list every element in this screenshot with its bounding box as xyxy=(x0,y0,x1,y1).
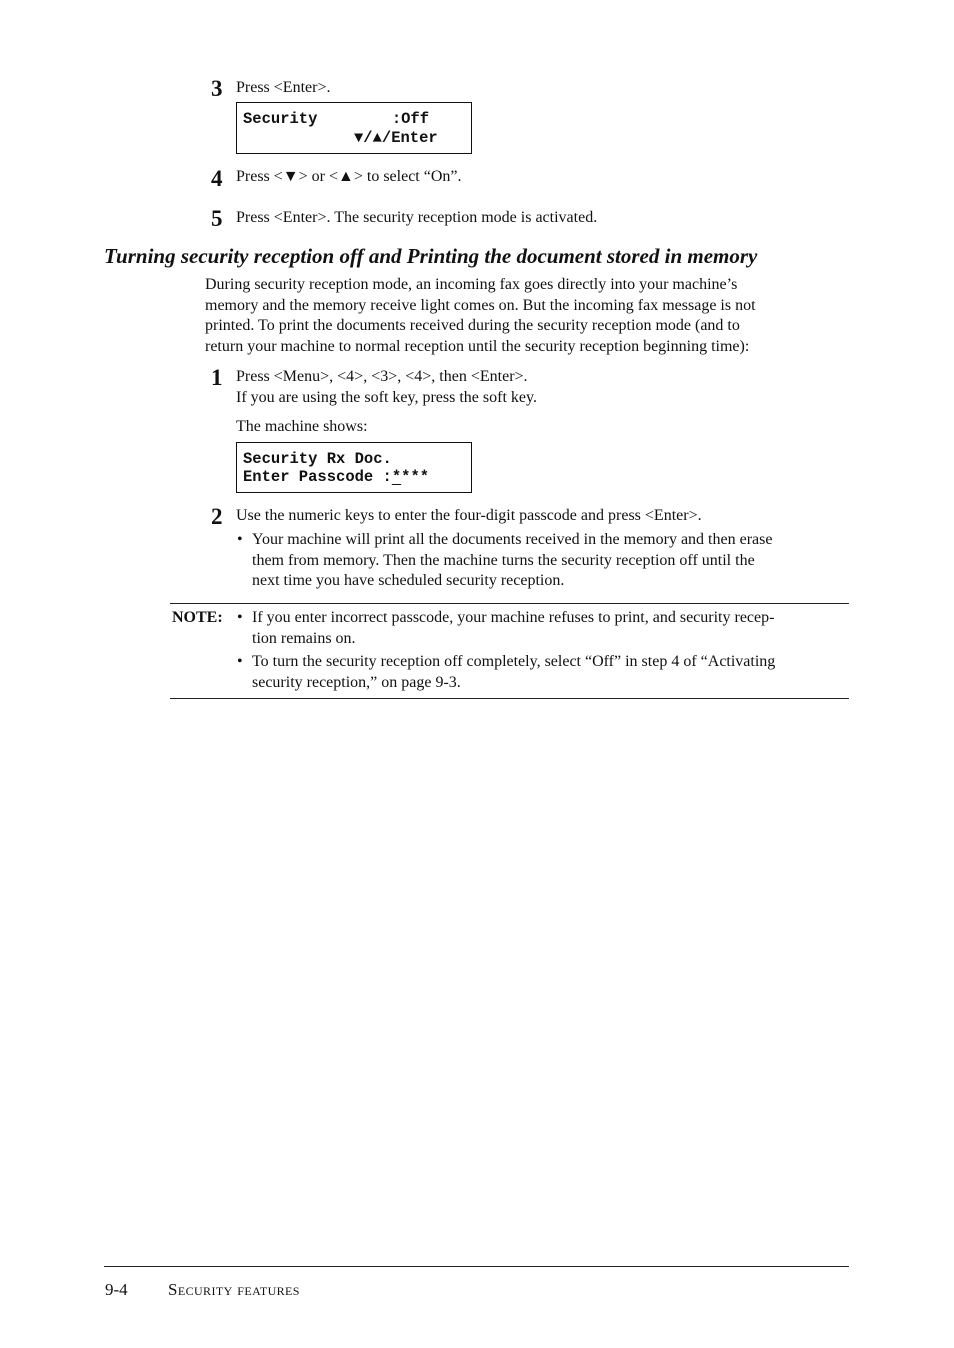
step-text xyxy=(236,367,537,408)
intro-line: return your machine to normal reception until the security reception beginning time): xyxy=(205,337,750,355)
lcd-masked-code: *** xyxy=(401,468,430,486)
intro-line: During security reception mode, an incoming fax goes directly into your machine’s xyxy=(205,276,738,293)
step-number: 4 xyxy=(211,166,223,191)
lcd-display xyxy=(236,442,472,493)
bullet-icon: • xyxy=(237,609,243,626)
note-label: NOTE: xyxy=(172,609,223,626)
step-text: Press <Enter>. The security reception mode is activated. xyxy=(236,209,598,226)
note-line: If you enter incorrect passcode, your machine refuses to print, and security recep- xyxy=(252,609,775,626)
step-line: Press <Menu>, <4>, <3>, <4>, then <Enter>. xyxy=(236,368,528,385)
step-number: 2 xyxy=(211,504,223,529)
bullet-icon: • xyxy=(237,531,243,548)
lcd-line-1: Security Rx Doc. xyxy=(243,450,392,468)
note-line: tion remains on. xyxy=(252,629,356,647)
step-number: 3 xyxy=(211,76,223,101)
bullet-text xyxy=(252,530,772,592)
step-line: If you are using the soft key, press the soft key. xyxy=(236,388,537,406)
bullet-line: them from memory. Then the machine turns the security reception off until the xyxy=(252,551,755,569)
intro-paragraph xyxy=(205,275,756,357)
bullet-line: next time you have scheduled security reception. xyxy=(252,572,565,589)
bullet-icon: • xyxy=(237,653,243,670)
note-top-rule xyxy=(170,603,849,604)
note-bottom-rule xyxy=(170,698,849,699)
note-line: To turn the security reception off completely, select “Off” in step 4 of “Activating xyxy=(252,653,776,670)
step-text: Press <▼> or <▲> to select “On”. xyxy=(236,168,462,185)
note-item xyxy=(252,652,775,693)
step-number: 1 xyxy=(211,365,223,390)
lcd-prompt: Enter Passcode : xyxy=(243,468,392,486)
lcd-line-2: ▼/▲/Enter xyxy=(354,129,438,147)
intro-line: printed. To print the documents received during the security reception mode (and to xyxy=(205,317,740,334)
lcd-line-1: Security :Off xyxy=(243,110,430,128)
step-text: Use the numeric keys to enter the four-digit passcode and press <Enter>. xyxy=(236,507,702,524)
step-text: Press <Enter>. xyxy=(236,79,331,96)
lcd-line-2 xyxy=(243,468,429,486)
step-number: 5 xyxy=(211,206,223,231)
bullet-line: Your machine will print all the documents received in the memory and then erase xyxy=(252,531,773,548)
section-heading: Turning security reception off and Printing the document stored in memory xyxy=(104,244,758,268)
note-line: security reception,” on page 9-3. xyxy=(252,673,461,691)
footer-section-title: Security features xyxy=(168,1280,300,1299)
lcd-display xyxy=(236,102,472,154)
lcd-cursor: * xyxy=(391,468,402,486)
note-item xyxy=(252,608,774,649)
footer-rule xyxy=(104,1266,849,1267)
page-number: 9-4 xyxy=(105,1280,128,1299)
intro-line: memory and the memory receive light comes on. But the incoming fax message is not xyxy=(205,296,756,314)
machine-shows-label: The machine shows: xyxy=(236,418,368,435)
